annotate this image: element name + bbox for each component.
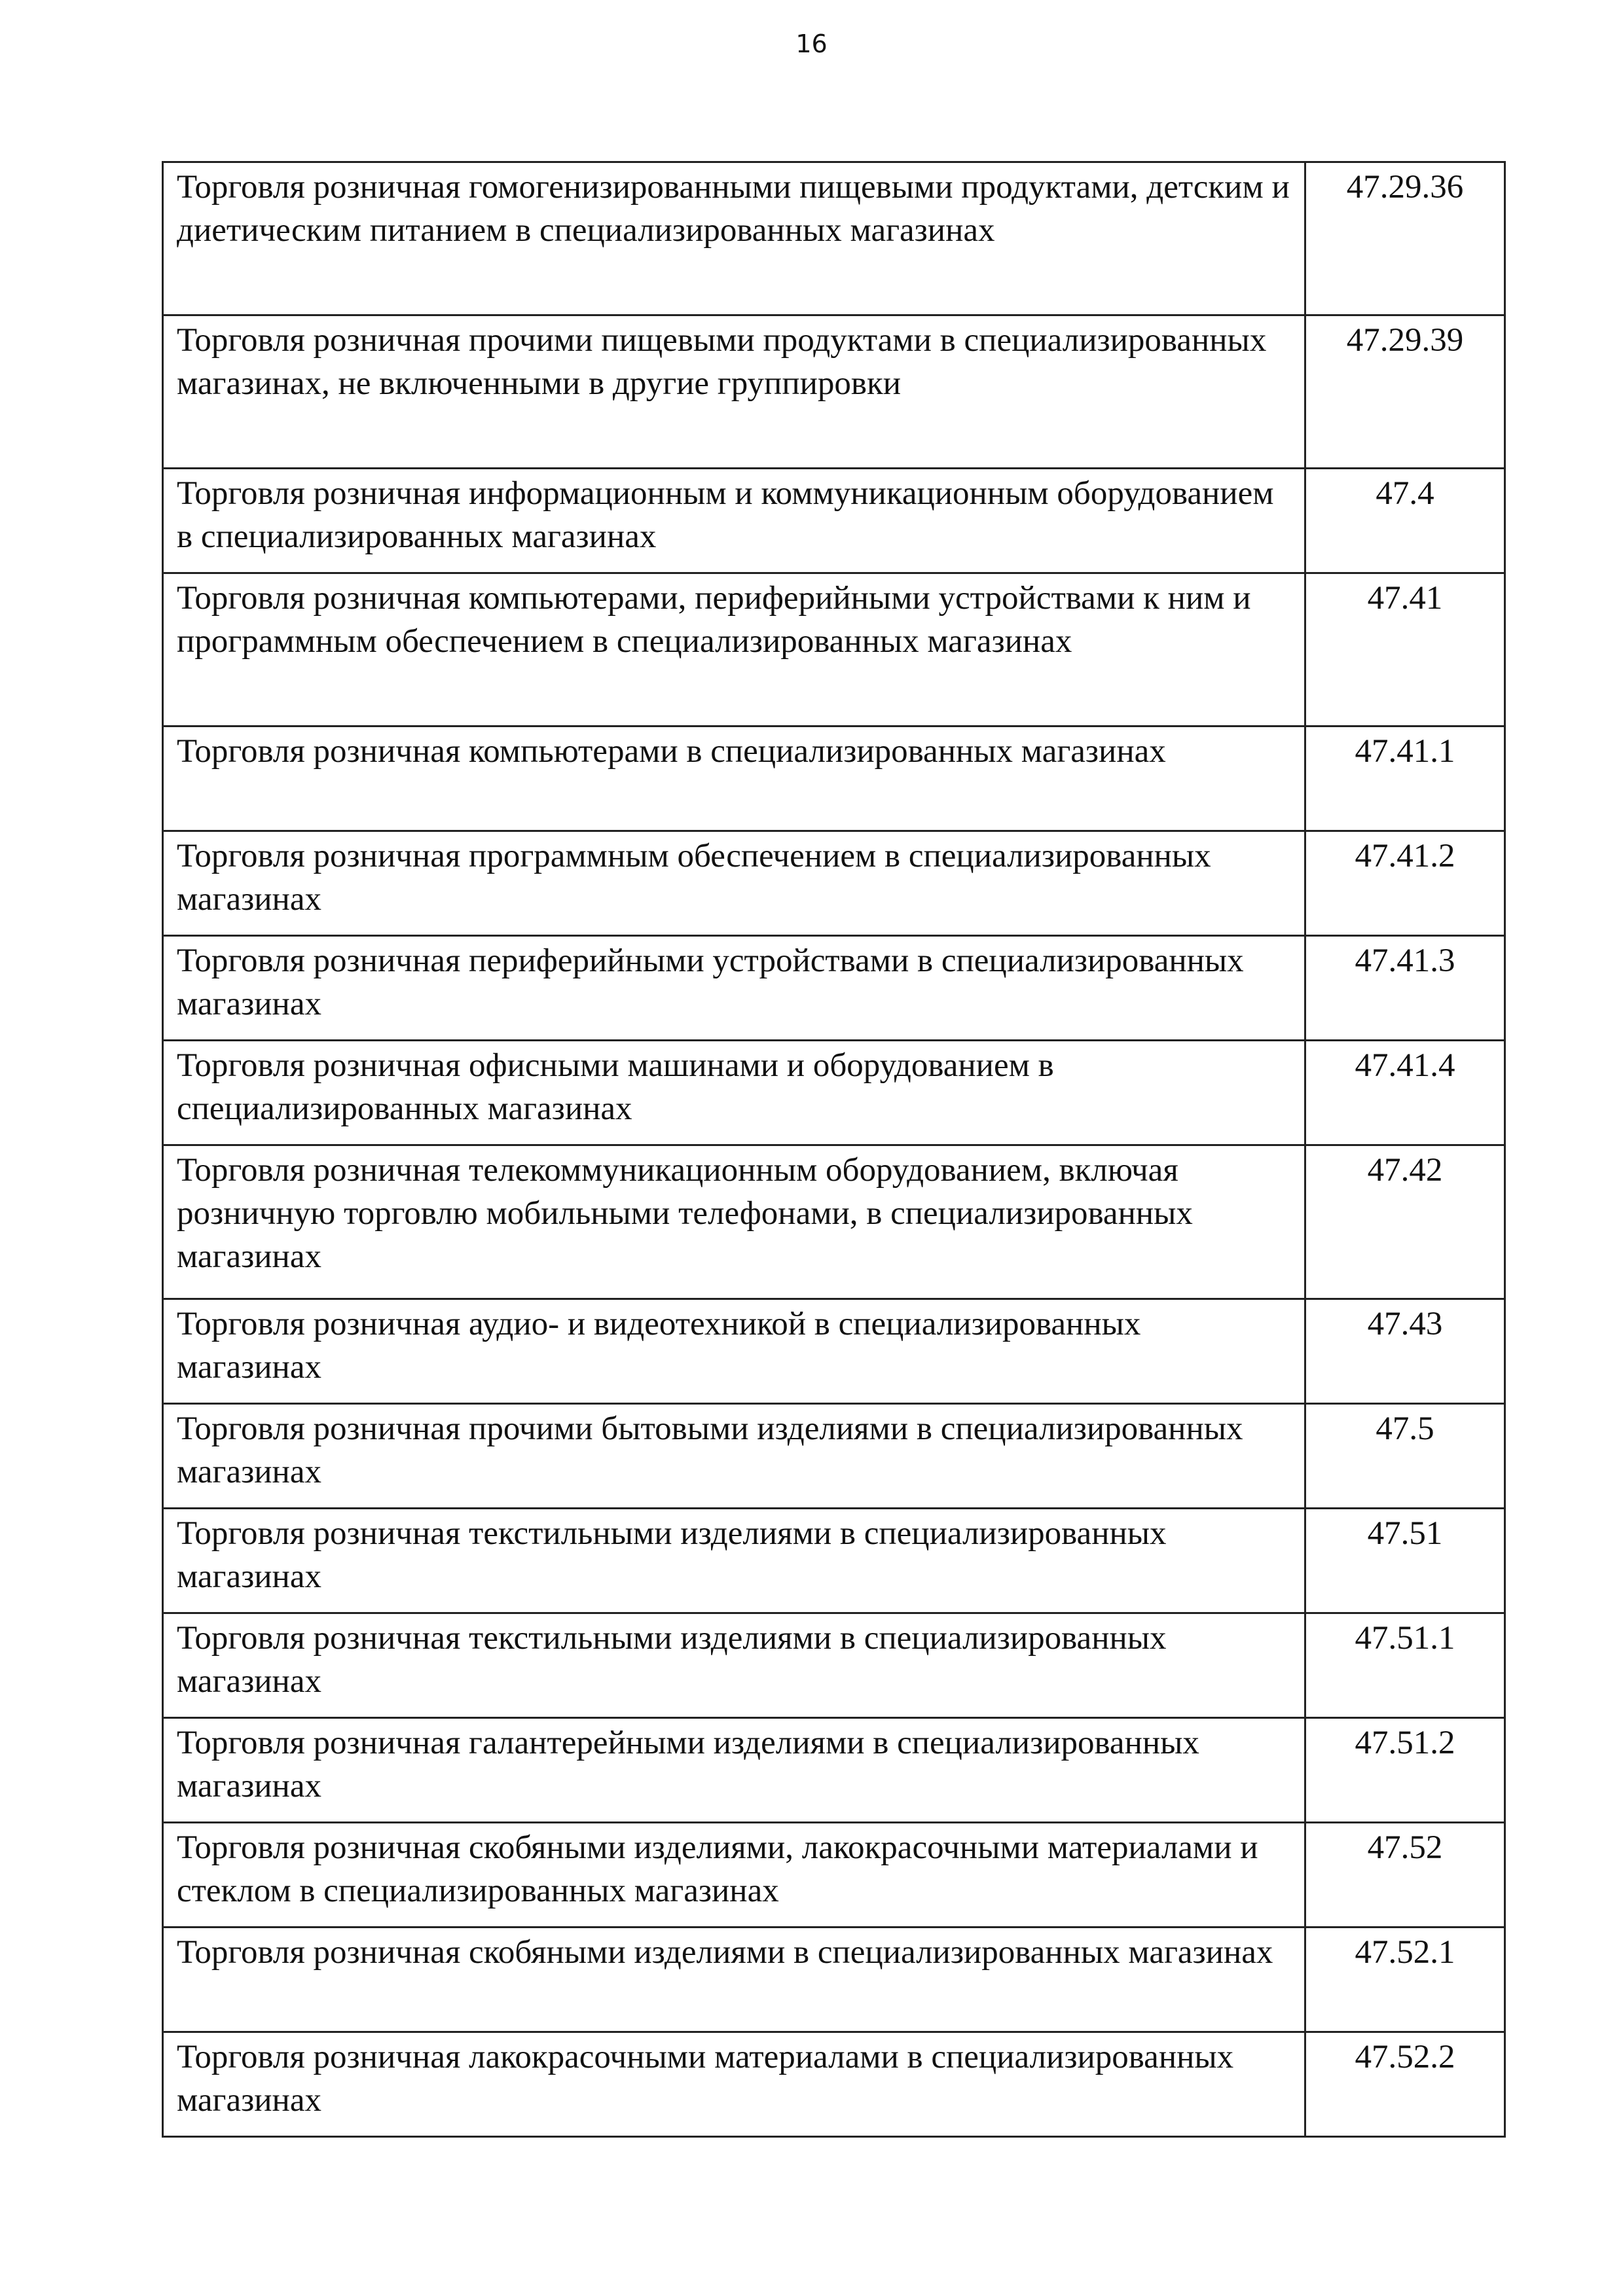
table-row xyxy=(163,1928,1505,2032)
table-row xyxy=(163,162,1505,315)
table-row xyxy=(163,1509,1505,1613)
okved-table xyxy=(162,161,1506,2138)
activity-name: Торговля розничная текстильными изделиями в специализированных магазинах xyxy=(163,1509,1305,1613)
activity-name: Торговля розничная программным обеспечением в специализированных магазинах xyxy=(163,831,1305,936)
activity-code: 47.52.1 xyxy=(1305,1928,1505,2032)
table-row xyxy=(163,469,1505,573)
activity-name: Торговля розничная информационным и коммуникационным оборудованием в специализированных магазинах xyxy=(163,469,1305,573)
table-row xyxy=(163,1613,1505,1718)
activity-name: Торговля розничная гомогенизированными пищевыми продуктами, детским и диетическим питанием в специализированных магазинах xyxy=(163,162,1305,315)
table-row xyxy=(163,2032,1505,2137)
activity-code: 47.51.2 xyxy=(1305,1718,1505,1823)
activity-code: 47.52 xyxy=(1305,1823,1505,1928)
table-row xyxy=(163,936,1505,1041)
table-row xyxy=(163,1404,1505,1509)
table-row xyxy=(163,573,1505,726)
activity-name: Торговля розничная галантерейными изделиями в специализированных магазинах xyxy=(163,1718,1305,1823)
table-row xyxy=(163,1299,1505,1404)
activity-code: 47.41 xyxy=(1305,573,1505,726)
activity-name: Торговля розничная лакокрасочными материалами в специализированных магазинах xyxy=(163,2032,1305,2137)
activity-name: Торговля розничная прочими пищевыми продуктами в специализированных магазинах, не включенными в другие группировки xyxy=(163,315,1305,469)
activity-name: Торговля розничная текстильными изделиями в специализированных магазинах xyxy=(163,1613,1305,1718)
page-number: 16 xyxy=(795,29,828,58)
activity-code: 47.52.2 xyxy=(1305,2032,1505,2137)
activity-code: 47.41.2 xyxy=(1305,831,1505,936)
activity-code: 47.41.3 xyxy=(1305,936,1505,1041)
activity-name: Торговля розничная компьютерами в специализированных магазинах xyxy=(163,726,1305,831)
activity-code: 47.29.36 xyxy=(1305,162,1505,315)
activity-code: 47.43 xyxy=(1305,1299,1505,1404)
table-row xyxy=(163,726,1505,831)
activity-code: 47.5 xyxy=(1305,1404,1505,1509)
activity-code: 47.41.1 xyxy=(1305,726,1505,831)
activity-code: 47.51.1 xyxy=(1305,1613,1505,1718)
table-row xyxy=(163,1718,1505,1823)
table-row xyxy=(163,831,1505,936)
table-row xyxy=(163,1041,1505,1145)
activity-code: 47.41.4 xyxy=(1305,1041,1505,1145)
activity-name: Торговля розничная скобяными изделиями в специализированных магазинах xyxy=(163,1928,1305,2032)
activity-code: 47.29.39 xyxy=(1305,315,1505,469)
activity-name: Торговля розничная компьютерами, периферийными устройствами к ним и программным обеспечением в специализированных магазинах xyxy=(163,573,1305,726)
activity-name: Торговля розничная прочими бытовыми изделиями в специализированных магазинах xyxy=(163,1404,1305,1509)
activity-name: Торговля розничная телекоммуникационным оборудованием, включая розничную торговлю мобильными телефонами, в специализированных магазинах xyxy=(163,1145,1305,1299)
activity-name: Торговля розничная аудио- и видеотехникой в специализированных магазинах xyxy=(163,1299,1305,1404)
activity-name: Торговля розничная периферийными устройствами в специализированных магазинах xyxy=(163,936,1305,1041)
table-row xyxy=(163,1145,1505,1299)
activity-name: Торговля розничная скобяными изделиями, лакокрасочными материалами и стеклом в специализированных магазинах xyxy=(163,1823,1305,1928)
activity-name: Торговля розничная офисными машинами и оборудованием в специализированных магазинах xyxy=(163,1041,1305,1145)
activity-code: 47.51 xyxy=(1305,1509,1505,1613)
activity-code: 47.4 xyxy=(1305,469,1505,573)
activity-code: 47.42 xyxy=(1305,1145,1505,1299)
table-row xyxy=(163,1823,1505,1928)
table-row xyxy=(163,315,1505,469)
